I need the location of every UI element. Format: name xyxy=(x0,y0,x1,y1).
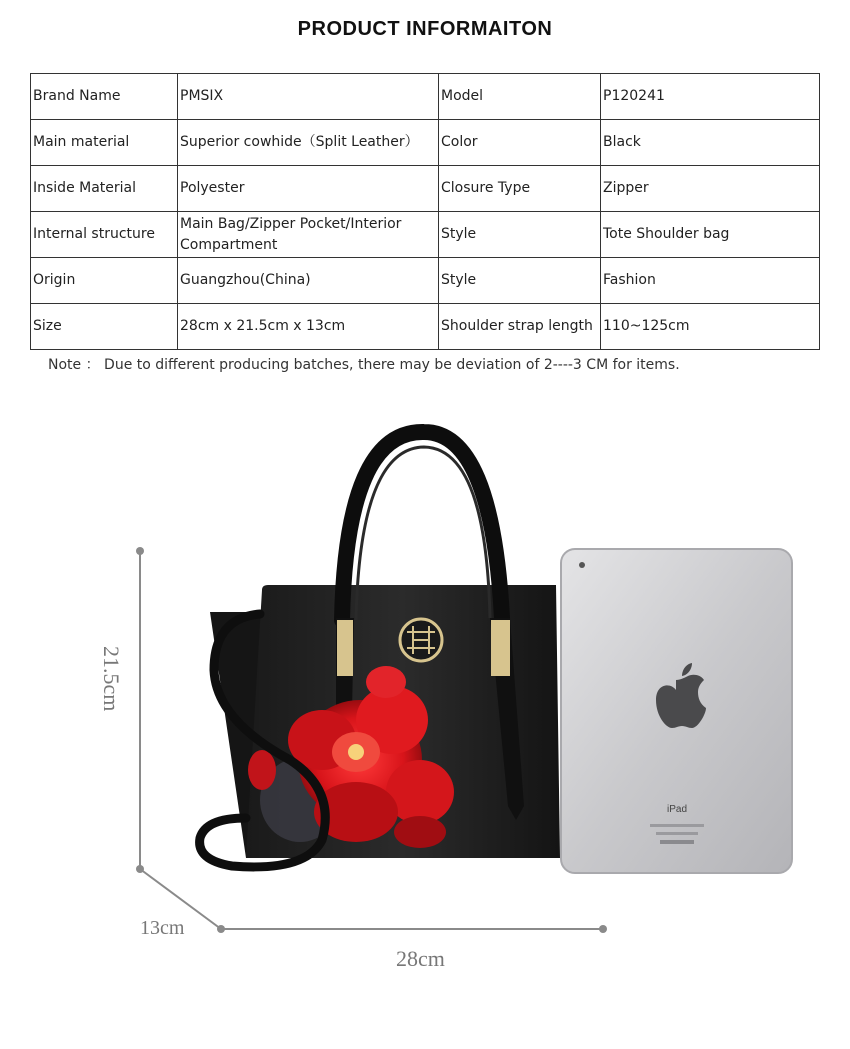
spec-label-color: Color xyxy=(439,120,601,166)
spec-value-brand-name: PMSIX xyxy=(178,74,439,120)
spec-label-closure-type: Closure Type xyxy=(439,166,601,212)
spec-label-inside-material: Inside Material xyxy=(31,166,178,212)
product-spec-table xyxy=(30,73,820,350)
ipad-size-reference xyxy=(561,549,792,873)
spec-value-closure-type: Zipper xyxy=(601,166,820,212)
width-dimension-label: 28cm xyxy=(396,946,445,971)
spec-label-brand-name: Brand Name xyxy=(31,74,178,120)
spec-label-origin: Origin xyxy=(31,258,178,304)
spec-label-model: Model xyxy=(439,74,601,120)
product-photo xyxy=(0,390,850,1049)
spec-value-color: Black xyxy=(601,120,820,166)
spec-label-internal-structure: Internal structure xyxy=(31,212,178,258)
height-dimension-label: 21.5cm xyxy=(99,646,124,712)
table-row xyxy=(31,74,820,120)
spec-label-style-2: Style xyxy=(439,258,601,304)
spec-value-model: P120241 xyxy=(601,74,820,120)
spec-label-main-material: Main material xyxy=(31,120,178,166)
table-row xyxy=(31,120,820,166)
spec-value-origin: Guangzhou(China) xyxy=(178,258,439,304)
handbag-illustration xyxy=(200,432,560,867)
deviation-note: Note ： Due to different producing batches, there may be deviation of 2----3 CM for items. xyxy=(48,357,680,373)
table-row xyxy=(31,304,820,350)
spec-value-style: Tote Shoulder bag xyxy=(601,212,820,258)
depth-dimension-label: 13cm xyxy=(140,917,185,939)
spec-value-internal-structure: Main Bag/Zipper Pocket/Interior Compartment xyxy=(178,212,439,258)
table-row xyxy=(31,258,820,304)
spec-label-strap-length: Shoulder strap length xyxy=(439,304,601,350)
spec-label-style: Style xyxy=(439,212,601,258)
ipad-label: iPad xyxy=(666,804,688,815)
spec-value-size: 28cm x 21.5cm x 13cm xyxy=(178,304,439,350)
spec-value-inside-material: Polyester xyxy=(178,166,439,212)
spec-label-size: Size xyxy=(31,304,178,350)
spec-value-style-2: Fashion xyxy=(601,258,820,304)
spec-value-main-material: Superior cowhide（Split Leather） xyxy=(178,120,439,166)
table-row xyxy=(31,212,820,258)
table-row xyxy=(31,166,820,212)
page-title: PRODUCT INFORMAITON xyxy=(297,18,553,40)
spec-value-strap-length: 110~125cm xyxy=(601,304,820,350)
